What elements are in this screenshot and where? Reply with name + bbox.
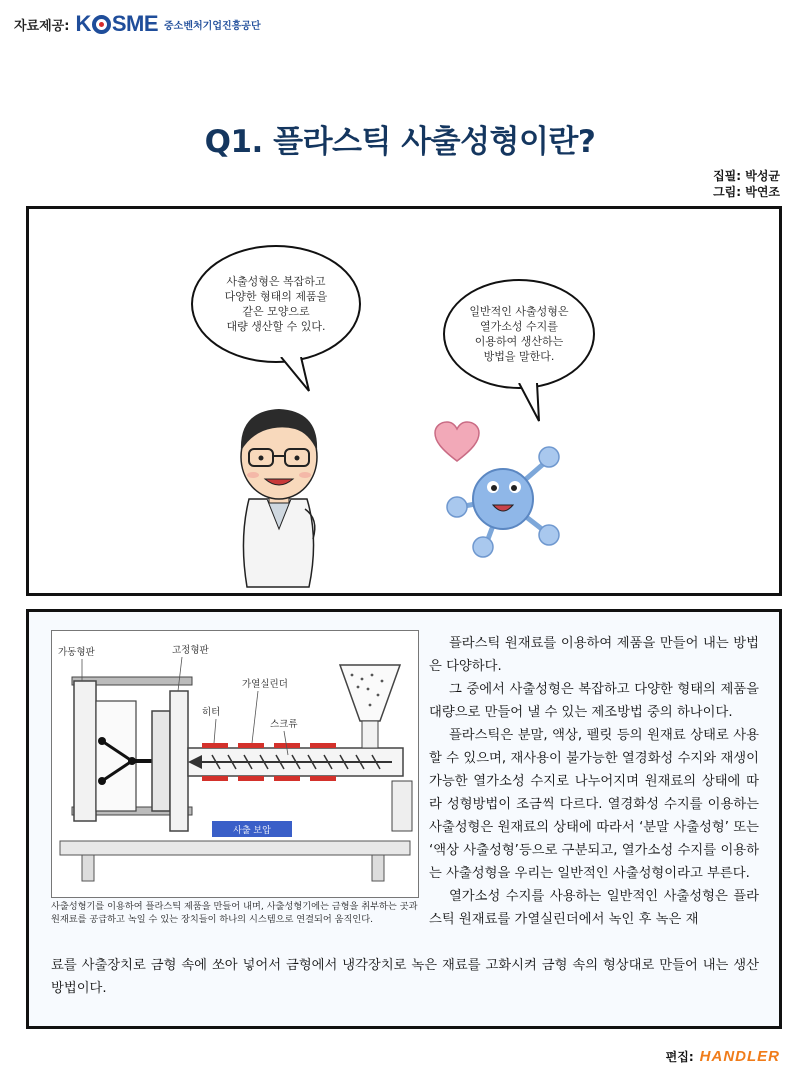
editor-credit [666,1048,780,1065]
researcher-illustration [209,389,349,589]
article-paragraph: 플라스틱 원재료를 이용하여 제품을 만들어 내는 방법은 다양하다. [429,636,759,674]
bubble-1-line: 사출성형은 복잡하고 [226,275,326,288]
bubble-1-line: 같은 모양으로 [242,305,310,318]
source-label: 자료제공: [14,18,70,34]
editor-label: 편집: [665,1050,694,1064]
page-title: Q1. 플라스틱 사출성형이란? [204,124,596,160]
credits [713,168,780,200]
bubble-2-line: 이용하여 생산하는 [474,335,564,348]
injection-machine-diagram [51,630,419,898]
illustrator-credit: 그림: 박연조 [713,185,780,199]
bubble-1-tail [279,357,319,393]
kosme-logo [75,11,158,37]
logo-text-left: K [75,11,91,36]
bubble-2-tail [517,383,547,423]
label-fixed-plate: 고정형판 [172,645,209,656]
label-heating-cylinder: 가열실린더 [242,679,288,690]
speech-bubble-researcher [191,245,361,363]
bubble-2-line: 일반적인 사출성형은 [469,305,569,318]
label-heater: 히터 [202,707,221,718]
article-paragraph: 그 중에서 사출성형은 복잡하고 다양한 형태의 제품을 대량으로 만들어 낼 수 있는 제조방법 중의 하나이다. [429,682,759,720]
label-moving-plate: 가동형판 [58,647,95,658]
label-injection-unit: 사출 보압 [233,826,271,836]
article-paragraph: 열가소성 수지를 사용하는 일반적인 사출성형은 플라스틱 원재료를 가열실린더에서 녹인 후 녹은 재 [429,889,759,927]
editor-name: HANDLER [699,1048,780,1065]
article-paragraph-continued: 료를 사출장치로 금형 속에 쏘아 넣어서 금형에서 냉각장치로 녹은 재료를 고화시켜 금형 속의 형상대로 만들어 내는 생산방법이다. [51,958,759,996]
diagram-caption: 사출성형기를 이용하여 플라스틱 제품을 만들어 내며, 사출성형기에는 금형을 취부하는 곳과 원재료를 공급하고 녹일 수 있는 장치들이 하나의 시스템으로 연결되어 움직인다. [51,901,418,925]
logo-ring-icon [92,15,111,34]
logo-text-right: SME [111,11,159,36]
diagram-figure [52,631,418,897]
bubble-1-line: 대량 생산할 수 있다. [226,320,326,333]
speech-bubble-molecule [443,279,595,389]
article-body [429,632,759,931]
writer-credit: 집필: 박성균 [713,169,780,183]
article-paragraph: 플라스틱은 분말, 액상, 펠릿 등의 원재료 상태로 사용할 수 있으며, 재사용이 불가능한 열경화성 수지와 재생이 가능한 열가소성 수지로 나누어지며 원재료의 상태에 따라 성형방법이 조금씩 다르다. 열경화성 수지를 이용하는 사출성형은 원재료의 상태에 따라서 ‘분말 사출성형’ 또는 ‘액상 사출성형’등으로 구분되고, 열가소성 수지를 이용하는 사출성형을 우리는 일반적인 사출성형이라고 부른다. [429,728,759,881]
comic-panel [26,206,782,596]
org-name: 중소벤처기업진흥공단 [164,20,261,32]
article-panel [26,609,782,1029]
molecule-character [441,441,571,559]
source-bar [14,12,261,36]
bubble-1-line: 다양한 형태의 제품을 [224,290,328,303]
bubble-2-line: 방법을 말한다. [483,350,555,363]
bubble-2-line: 열가소성 수지를 [480,320,558,333]
label-screw: 스크류 [270,719,298,730]
